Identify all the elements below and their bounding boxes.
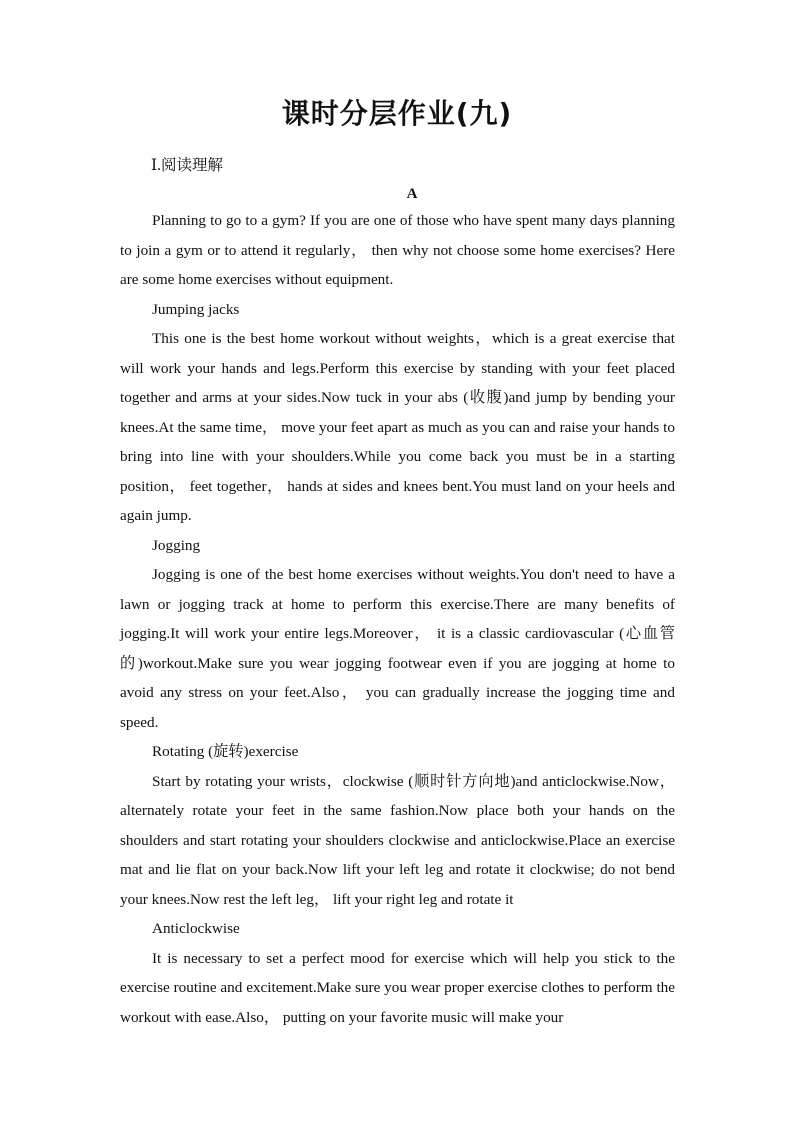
- section-label: Ⅰ.阅读理解: [151, 157, 223, 174]
- paragraph-rotating-exercise: Start by rotating your wrists，clockwise (顺时针方向地)and anticlockwise.Now， alternately rotate your feet in the same fashion.Now place both your hands on the shoulders and start rotating your shoulders clockwise and anticlockwise.Place an exercise mat and lie flat on your back.Now lift your left leg and rotate it clockwise; do not bend your knees.Now rest the left leg， lift your right leg and rotate it: [120, 772, 675, 908]
- passage-body: [120, 206, 675, 1032]
- paragraph-jumping-jacks: This one is the best home workout without weights，which is a great exercise that will work your hands and legs.Perform this exercise by standing with your feet placed together and arms at your sides.Now tuck in your abs (收腹)and jump by bending your knees.At the same time， move your feet apart as much as you can and raise your hands to bring into line with your shoulders.While you come back you must be in a starting position， feet together， hands at sides and knees bent.You must land on your heels and again jump.: [120, 330, 675, 524]
- heading-jumping-jacks: Jumping jacks: [152, 300, 240, 318]
- paragraph-jogging: Jogging is one of the best home exercises without weights.You don't need to have a lawn or jogging track at home to perform this exercise.There are many benefits of jogging.It will work your entire legs.Moreover， it is a classic cardiovascular (心血管的)workout.Make sure you wear jogging footwear even if you are jogging at home to avoid any stress on your feet.Also， you can gradually increase the jogging time and speed.: [120, 566, 675, 731]
- passage-label: A: [406, 186, 418, 202]
- paragraph-anticlockwise: It is necessary to set a perfect mood for exercise which will help you stick to the exercise routine and excitement.Make sure you wear proper exercise clothes to perform the workout with ease.Also， putting on your favorite music will make your: [120, 949, 675, 1026]
- page-title: 课时分层作业(九): [281, 97, 513, 130]
- heading-jogging: Jogging: [152, 536, 201, 554]
- heading-anticlockwise: Anticlockwise: [152, 920, 240, 937]
- heading-rotating-exercise: Rotating (旋转)exercise: [152, 743, 299, 760]
- paragraph-intro: Planning to go to a gym? If you are one of those who have spent many days planning to join a gym or to attend it regularly， then why not choose some home exercises? Here are some home exercises without equipment.: [120, 212, 675, 288]
